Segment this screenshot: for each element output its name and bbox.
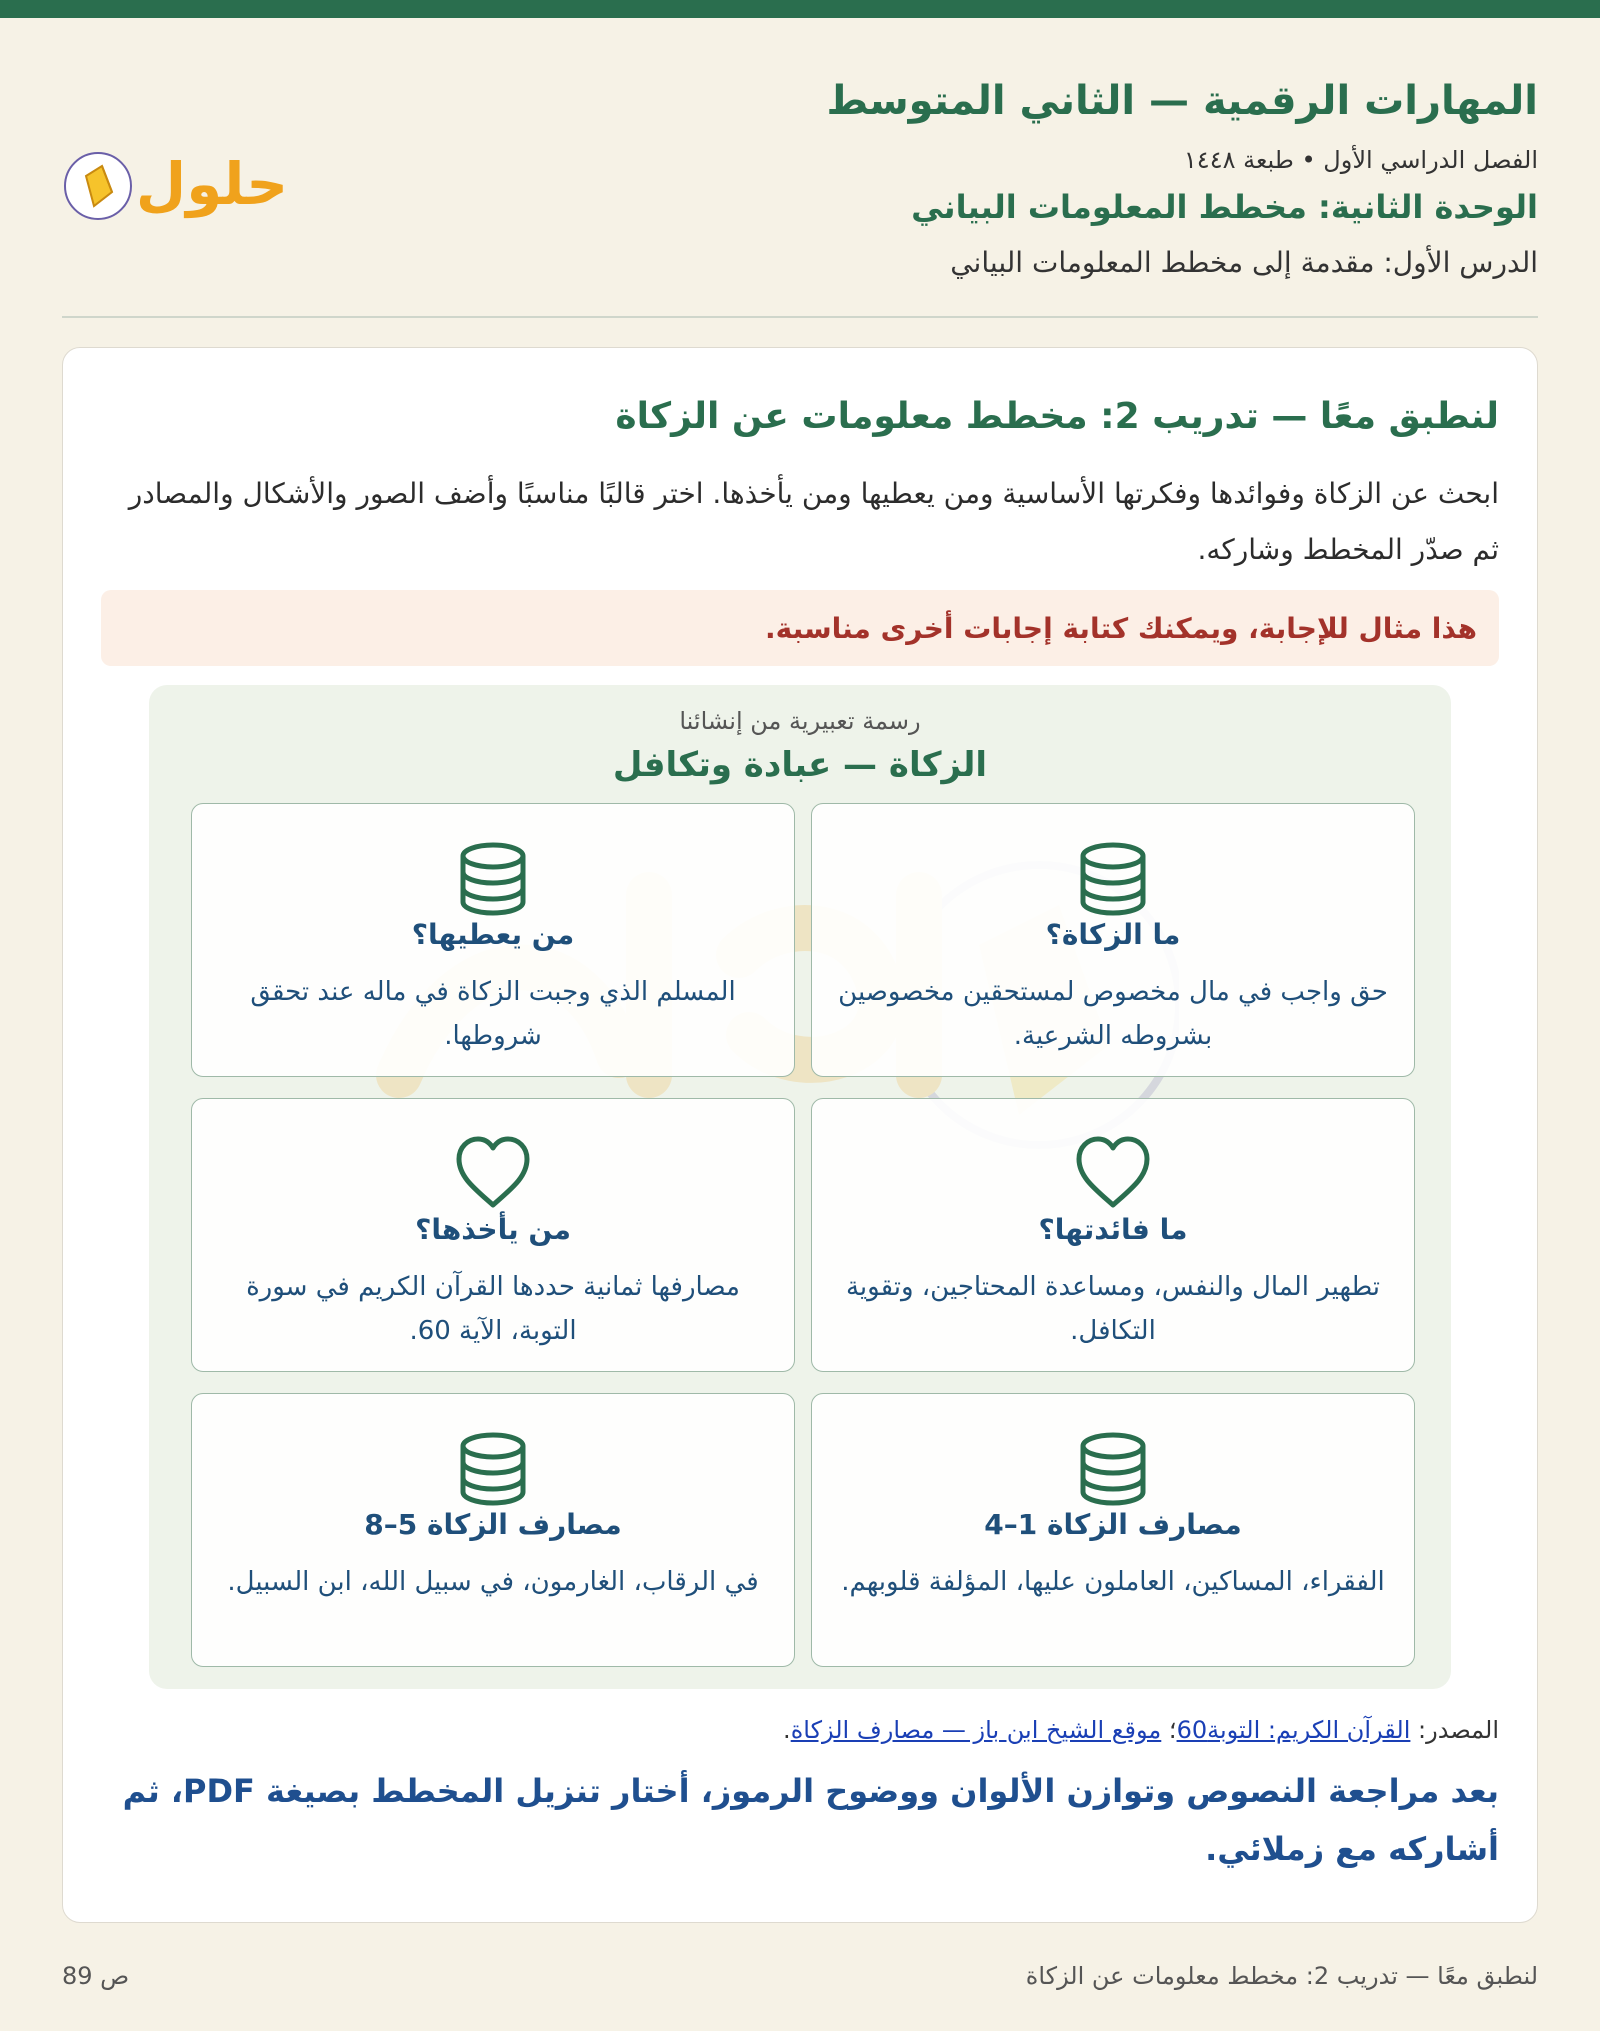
top-accent-bar <box>0 0 1600 18</box>
coins-icon <box>455 1430 531 1506</box>
tile-body: تطهير المال والنفس، ومساعدة المحتاجين، وتقوية التكافل. <box>845 1272 1381 1346</box>
tile-who-gives <box>191 803 795 1077</box>
coins-icon <box>1075 840 1151 916</box>
tile-body: حق واجب في مال مخصوص لمستحقين مخصوصين بشروطه الشرعية. <box>838 977 1388 1051</box>
heart-icon <box>455 1135 531 1211</box>
source-label: المصدر: <box>1418 1716 1499 1744</box>
tile-title: ما الزكاة؟ <box>1045 918 1181 951</box>
tile-recipients-1-4 <box>811 1393 1415 1667</box>
tile-body: الفقراء، المساكين، العاملون عليها، المؤلفة قلوبهم. <box>841 1567 1385 1597</box>
source-separator: ؛ <box>1168 1716 1177 1744</box>
tile-recipients-5-8 <box>191 1393 795 1667</box>
tile-body: في الرقاب، الغارمون، في سبيل الله، ابن السبيل. <box>227 1567 759 1597</box>
hlool-logo <box>62 140 288 232</box>
infographic-title: الزكاة — عبادة وتكافل <box>612 745 988 785</box>
tile-title: ما فائدتها؟ <box>1038 1213 1188 1246</box>
tile-body: المسلم الذي وجبت الزكاة في ماله عند تحقق شروطها. <box>250 977 736 1051</box>
unit-title: الوحدة الثانية: مخطط المعلومات البياني <box>911 188 1538 226</box>
example-answer-note <box>101 590 1499 666</box>
tile-benefit <box>811 1098 1415 1372</box>
tile-title: من يعطيها؟ <box>411 918 575 951</box>
header-divider <box>62 316 1538 318</box>
infographic-caption: رسمة تعبيرية من إنشائنا <box>679 707 921 735</box>
tile-title: من يأخذها؟ <box>415 1213 571 1246</box>
activity-card <box>62 347 1538 1923</box>
source-end: . <box>783 1716 791 1744</box>
footer-title: لنطبق معًا — تدريب 2: مخطط معلومات عن الزكاة <box>1025 1962 1538 1990</box>
tile-body: مصارفها ثمانية حددها القرآن الكريم في سورة التوبة، الآية 60. <box>246 1272 740 1346</box>
coins-icon <box>455 840 531 916</box>
activity-heading: لنطبق معًا — تدريب 2: مخطط معلومات عن الزكاة <box>615 396 1499 437</box>
tile-who-receives <box>191 1098 795 1372</box>
source-link-quran[interactable]: القرآن الكريم: التوبة60 <box>1176 1716 1411 1744</box>
tile-title: مصارف الزكاة 1–4 <box>984 1508 1242 1541</box>
closing-statement: بعد مراجعة النصوص وتوازن الألوان ووضوح الرموز، أختار تنزيل المخطط بصيغة PDF، ثم أشاركه مع زملائي. <box>122 1772 1499 1868</box>
lesson-title: الدرس الأول: مقدمة إلى مخطط المعلومات البياني <box>950 246 1538 279</box>
zakat-infographic <box>149 685 1451 1689</box>
book-title: المهارات الرقمية — الثاني المتوسط <box>826 78 1538 124</box>
edition-line: الفصل الدراسي الأول • طبعة ١٤٤٨ <box>1183 146 1538 174</box>
note-text: هذا مثال للإجابة، ويمكنك كتابة إجابات أخرى مناسبة. <box>765 611 1477 645</box>
activity-instructions: ابحث عن الزكاة وفوائدها وفكرتها الأساسية ومن يعطيها ومن يأخذها. اختر قالبًا مناسبًا وأضف الصور والأشكال والمصادر ثم صدّر المخطط وشاركه. <box>128 477 1499 566</box>
tile-title: مصارف الزكاة 5–8 <box>364 1508 622 1541</box>
tile-what-is-zakat <box>811 803 1415 1077</box>
page-number: ص 89 <box>62 1962 130 1990</box>
source-line <box>783 1716 1499 1744</box>
svg-text:حلول: حلول <box>135 150 288 218</box>
heart-icon <box>1075 1135 1151 1211</box>
source-link-binbaz[interactable]: موقع الشيخ ابن باز — مصارف الزكاة <box>790 1716 1162 1744</box>
coins-icon <box>1075 1430 1151 1506</box>
